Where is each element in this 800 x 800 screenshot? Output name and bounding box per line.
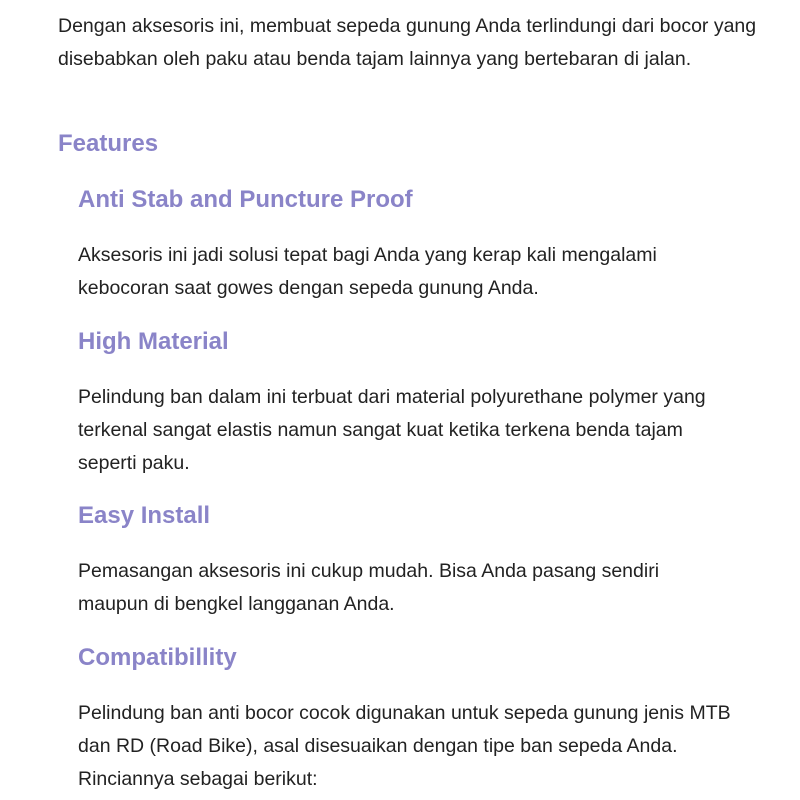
feature-text: Pelindung ban anti bocor cocok digunakan untuk sepeda gunung jenis MTB dan RD (Road Bike), asal disesuaikan dengan tipe ban sepeda Anda. Rinciannya sebagai berikut: xyxy=(78,702,731,790)
intro-paragraph: Dengan aksesoris ini, membuat sepeda gunung Anda terlindungi dari bocor yang disebabkan oleh paku atau benda tajam lainnya yang bertebaran di jalan. xyxy=(58,15,757,70)
feature-section xyxy=(78,643,768,796)
feature-text: Pelindung ban dalam ini terbuat dari material polyurethane polymer yang terkenal sangat elastis namun sangat kuat ketika terkena benda tajam seperti paku. xyxy=(78,386,706,474)
feature-title: High Material xyxy=(78,328,229,355)
feature-text: Pemasangan aksesoris ini cukup mudah. Bisa Anda pasang sendiri maupun di bengkel langganan Anda. xyxy=(78,560,660,615)
feature-text: Aksesoris ini jadi solusi tepat bagi Anda yang kerap kali mengalami kebocoran saat gowes dengan sepeda gunung Anda. xyxy=(78,244,657,299)
feature-section xyxy=(78,185,768,305)
feature-title: Anti Stab and Puncture Proof xyxy=(78,186,413,213)
feature-section xyxy=(78,501,768,621)
feature-title: Compatibillity xyxy=(78,644,237,671)
features-heading: Features xyxy=(58,130,159,157)
feature-section xyxy=(78,327,768,480)
feature-title: Easy Install xyxy=(78,502,211,529)
